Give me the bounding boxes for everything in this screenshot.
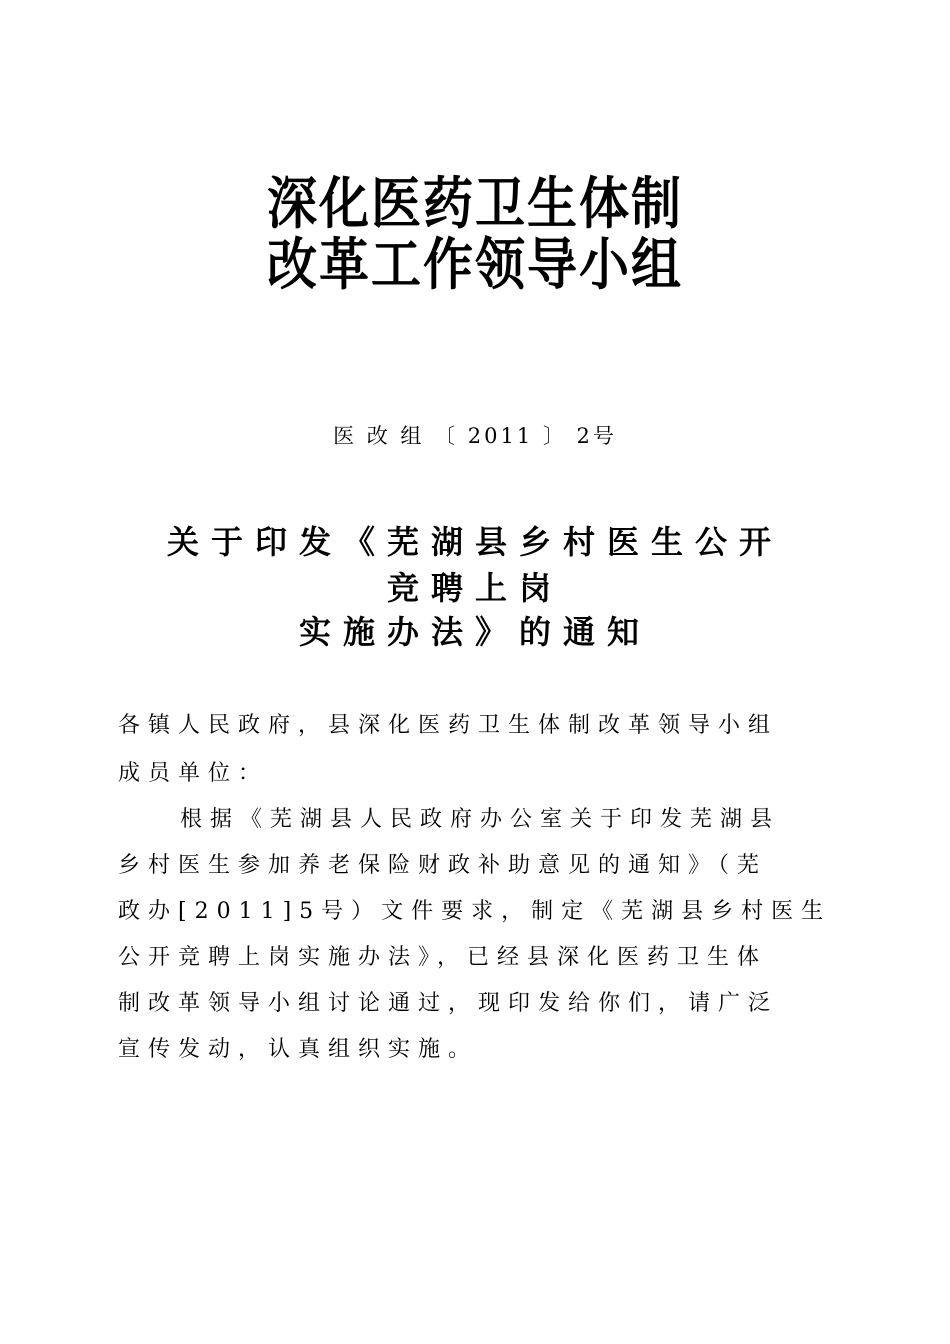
body-paragraph-line: 政办[2011]5号）文件要求，制定《芜湖县乡村医生 (118, 899, 832, 924)
document-title-line-1: 关于印发《芜湖县乡村医生公开 (166, 523, 783, 561)
body-paragraph-line: 根据《芜湖县人民政府办公室关于印发芜湖县 (180, 807, 781, 832)
body-paragraph-line: 制改革领导小组讨论通过，现印发给你们，请广泛 (118, 991, 779, 1016)
body-paragraph-line: 宣传发动，认真组织实施。 (118, 1037, 479, 1062)
salutation-line-2: 成员单位： (118, 761, 269, 786)
body-paragraph-line: 乡村医生参加养老保险财政补助意见的通知》（芜 (118, 853, 768, 878)
issuer-header-line-2: 改革工作领导小组 (267, 232, 683, 298)
salutation-line-1: 各镇人民政府，县深化医药卫生体制改革领导小组 (118, 713, 779, 738)
document-title-line-2: 竞聘上岗 (386, 569, 563, 607)
document-number: 医 改 组 〔 2011 〕 2号 (333, 424, 617, 448)
document-title-line-3: 实施办法》的通知 (298, 613, 651, 651)
issuer-header-line-1: 深化医药卫生体制 (267, 171, 683, 237)
body-paragraph-line: 公开竞聘上岗实施办法》，已经县深化医药卫生体 (118, 945, 768, 970)
